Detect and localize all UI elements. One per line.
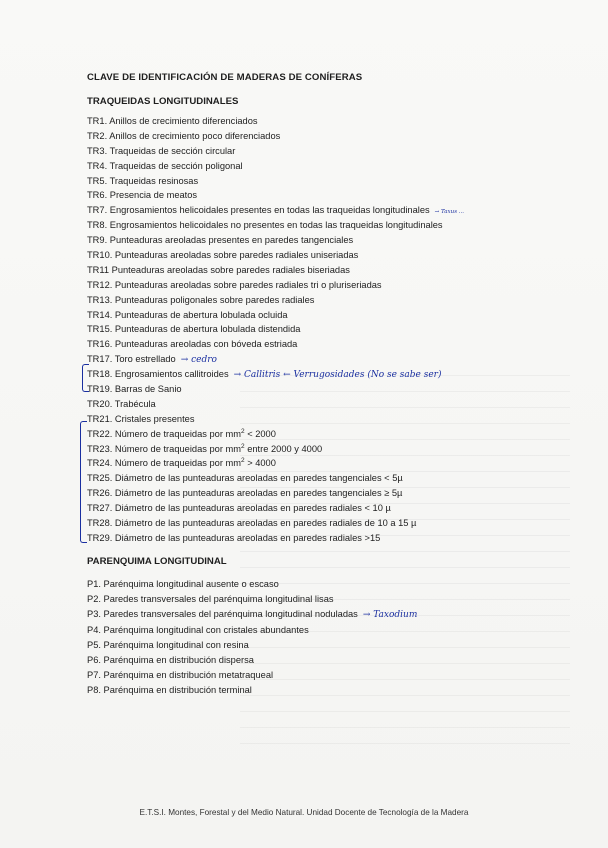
list-item: TR25 . Diámetro de las punteaduras areoladas en paredes tangenciales < 5µ [87, 471, 557, 486]
list-item: P6 . Parénquima en distribución dispersa [87, 653, 557, 668]
section-heading-parenquima: PARENQUIMA LONGITUDINAL [87, 556, 227, 567]
list-item: TR22 . Número de traqueidas por $mm^2 < 2000$ [87, 427, 557, 442]
list-item: P7 . Parénquima en distribución metatraqueal [87, 668, 557, 683]
handwritten-note: → Taxus ... [434, 209, 465, 216]
list-item: P4 . Parénquima longitudinal con cristales abundantes [87, 623, 557, 638]
handwritten-note: → Callitris ← Verrugosidades (No se sabe ser) [233, 370, 442, 381]
list-item: TR10 . Punteaduras areoladas sobre paredes radiales uniseriadas [87, 248, 557, 263]
handwritten-bracket [82, 364, 89, 392]
document-title: CLAVE DE IDENTIFICACIÓN DE MADERAS DE CONÍFERAS [87, 72, 363, 83]
list-item: TR24 . Número de traqueidas por $mm^2 > 4000$ [87, 456, 557, 471]
list-item: TR20 . Trabécula [87, 397, 557, 412]
handwritten-note: → Taxodium [362, 610, 418, 621]
list-item: TR9 . Punteaduras areoladas presentes en paredes tangenciales [87, 233, 557, 248]
list-item: TR29 . Diámetro de las punteaduras areoladas en paredes radiales >15 [87, 531, 557, 546]
list-item: TR6 . Presencia de meatos [87, 188, 557, 203]
list-item: TR27 . Diámetro de las punteaduras areoladas en paredes radiales < 10 µ [87, 501, 557, 516]
handwritten-note: → cedro [180, 355, 217, 366]
list-item: TR4 . Traqueidas de sección poligonal [87, 159, 557, 174]
traqueidas-list [87, 114, 557, 546]
list-item: TR3 . Traqueidas de sección circular [87, 144, 557, 159]
list-item: TR13 . Punteaduras poligonales sobre paredes radiales [87, 293, 557, 308]
list-item: TR8 . Engrosamientos helicoidales no presentes en todas las traqueidas longitudinales [87, 218, 557, 233]
list-item: TR7 . Engrosamientos helicoidales presentes en todas las traqueidas longitudinales → Taxus ... [87, 203, 557, 218]
list-item: TR23 . Número de traqueidas por $mm^2$ entre 2000 y 4000 [87, 442, 557, 457]
list-item: TR2 . Anillos de crecimiento poco diferenciados [87, 129, 557, 144]
page-footer: E.T.S.I. Montes, Forestal y del Medio Natural. Unidad Docente de Tecnología de la Madera [139, 808, 469, 817]
list-item: TR15 . Punteaduras de abertura lobulada distendida [87, 322, 557, 337]
section-heading-traqueidas: TRAQUEIDAS LONGITUDINALES [87, 96, 239, 107]
list-item: TR5 . Traqueidas resinosas [87, 174, 557, 189]
list-item: TR18 . Engrosamientos callitroides → Callitris ← Verrugosidades (No se sabe ser) [87, 367, 557, 382]
list-item: TR11 Punteaduras areoladas sobre paredes radiales biseriadas [87, 264, 350, 275]
list-item: P3 . Paredes transversales del parénquima longitudinal noduladas → Taxodium [87, 607, 557, 622]
list-item: TR26 . Diámetro de las punteaduras areoladas en paredes tangenciales ≥ 5µ [87, 486, 557, 501]
list-item: TR14 . Punteaduras de abertura lobulada ocluida [87, 308, 557, 323]
list-item: TR21 . Cristales presentes [87, 412, 557, 427]
list-item: P8 . Parénquima en distribución terminal [87, 683, 557, 698]
list-item: TR17 . Toro estrellado → cedro [87, 352, 557, 367]
list-item: P2 . Paredes transversales del parénquima longitudinal lisas [87, 592, 557, 607]
parenquima-list [87, 577, 557, 699]
list-item: P1 . Parénquima longitudinal ausente o escaso [87, 577, 557, 592]
list-item: TR12 . Punteaduras areoladas sobre paredes radiales tri o pluriseriadas [87, 278, 557, 293]
list-item: TR1 . Anillos de crecimiento diferenciados [87, 114, 557, 129]
list-item: P5 . Parénquima longitudinal con resina [87, 638, 557, 653]
handwritten-bracket [80, 421, 87, 543]
list-item: TR28 . Diámetro de las punteaduras areoladas en paredes radiales de 10 a 15 µ [87, 516, 557, 531]
list-item: TR19 . Barras de Sanio [87, 382, 557, 397]
list-item: TR16 . Punteaduras areoladas con bóveda estriada [87, 337, 557, 352]
